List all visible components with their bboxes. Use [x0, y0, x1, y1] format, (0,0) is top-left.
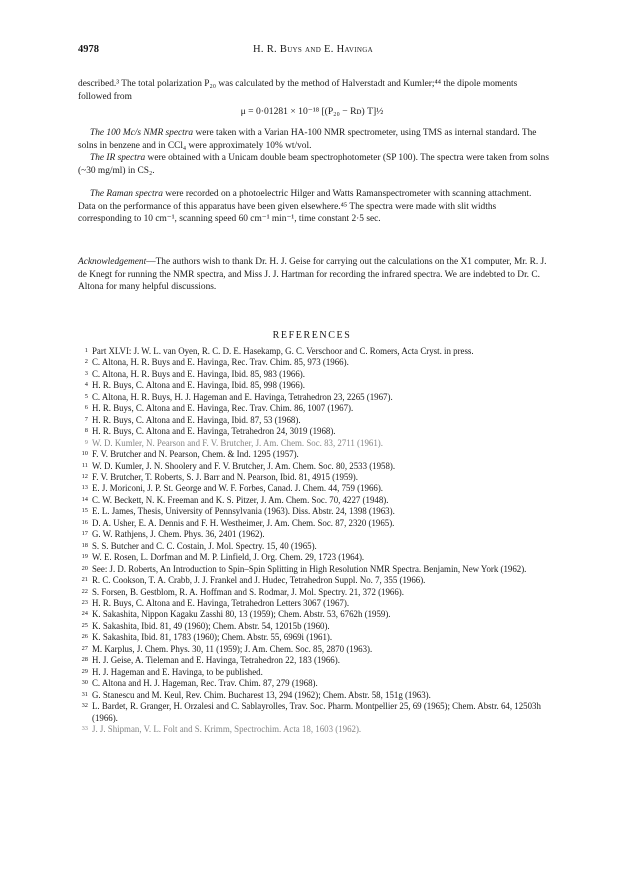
reference-number: 4	[84, 381, 88, 389]
reference-text: J. J. Shipman, V. L. Folt and S. Krimm, Spectrochim. Acta 18, 1603 (1962).	[92, 723, 362, 734]
reference-text: H. R. Buys, C. Altona and E. Havinga, Tetrahedron Letters 3067 (1967).	[92, 597, 350, 608]
reference-number: 18	[81, 541, 88, 549]
reference-number: 22	[81, 587, 88, 595]
reference-text: S. Forsen, B. Gestblom, R. A. Hoffman and S. Rodmar, J. Mol. Spectry. 21, 372 (1966).	[92, 586, 404, 597]
reference-number: 29	[81, 667, 88, 675]
paragraph-ir	[78, 152, 550, 177]
reference-number: 1	[84, 347, 88, 354]
reference-text: C. Altona, H. R. Buys, H. J. Hageman and E. Havinga, Tetrahedron 23, 2265 (1967).	[92, 391, 393, 402]
nmr-heading: The 100 Mc/s NMR spectra	[90, 128, 194, 138]
reference-item	[78, 506, 552, 517]
reference-text: M. Karplus, J. Chem. Phys. 30, 11 (1959); J. Am. Chem. Soc. 85, 2870 (1963).	[92, 643, 373, 654]
reference-item	[78, 678, 552, 689]
reference-number: 27	[81, 644, 88, 652]
reference-text: W. E. Rosen, L. Dorfman and M. P. Linfield, J. Org. Chem. 29, 1723 (1964).	[92, 552, 365, 563]
reference-text: H. R. Buys, C. Altona and E. Havinga, Tetrahedron 24, 3019 (1968).	[92, 426, 336, 437]
acknowledgement	[78, 256, 550, 294]
reference-number: 32	[81, 702, 88, 710]
reference-text: C. W. Beckett, N. K. Freeman and K. S. Pitzer, J. Am. Chem. Soc. 70, 4227 (1948).	[92, 494, 389, 505]
raman-text: were recorded on a photoelectric Hilger and Watts Ramanspectrometer with scanning attachment. Data on the performance of this apparatus have been given elsewhere.⁴⁵ The spectra were made with slit widths corresponding to 10 cm⁻¹, scanning speed 60 cm⁻¹ min⁻¹, time constant 2·5 sec.	[78, 189, 532, 225]
reference-number: 33	[81, 724, 88, 732]
reference-item	[78, 690, 552, 701]
reference-number: 13	[81, 484, 88, 492]
paragraph-text: described.³ The total polarization P₂₀ was calculated by the method of Halverstadt and Kumler;⁴⁴ the dipole moments followed from	[78, 79, 518, 102]
reference-number: 11	[81, 461, 88, 469]
reference-number: 23	[81, 598, 88, 606]
reference-text: C. Altona, H. R. Buys and E. Havinga, Rec. Trav. Chim. 85, 973 (1966).	[92, 357, 349, 368]
reference-item	[78, 609, 552, 620]
reference-text: C. Altona and H. J. Hageman, Rec. Trav. Chim. 87, 279 (1968).	[92, 678, 318, 689]
reference-number: 10	[81, 450, 88, 458]
reference-item	[78, 701, 552, 724]
reference-item	[78, 472, 552, 483]
reference-text: H. J. Geise, A. Tieleman and E. Havinga, Tetrahedron 22, 183 (1966).	[92, 655, 340, 666]
reference-text: D. A. Usher, E. A. Dennis and F. H. Westheimer, J. Am. Chem. Soc. 87, 2320 (1965).	[92, 517, 395, 528]
reference-number: 21	[81, 576, 88, 584]
reference-item	[78, 392, 552, 403]
paragraph-raman	[78, 188, 550, 226]
reference-item	[78, 598, 552, 609]
reference-item	[78, 644, 552, 655]
nmr-text: were taken with a Varian HA-100 NMR spectrometer, using TMS as internal standard. The solns in benzene and in CCl₄ were approximately 10% wt/vol.	[78, 128, 537, 151]
reference-item	[78, 483, 552, 494]
reference-number: 26	[81, 633, 88, 641]
reference-item	[78, 426, 552, 437]
reference-text: H. R. Buys, C. Altona and E. Havinga, Ibid. 87, 53 (1968).	[92, 414, 301, 425]
reference-item	[78, 632, 552, 643]
reference-text: H. R. Buys, C. Altona and E. Havinga, Ibid. 85, 998 (1966).	[92, 380, 305, 391]
reference-item	[78, 621, 552, 632]
reference-item	[78, 518, 552, 529]
reference-number: 8	[84, 427, 88, 435]
ir-text: were obtained with a Unicam double beam spectrophotometer (SP 100). The spectra were taken from solns (~30 mg/ml) in CS₂.	[78, 153, 549, 176]
reference-text: G. Stanescu and M. Keul, Rev. Chim. Bucharest 13, 294 (1962); Chem. Abstr. 58, 151g (1963).	[92, 689, 431, 700]
reference-text: E. J. Moriconi, J. P. St. George and W. F. Forbes, Canad. J. Chem. 44, 759 (1966).	[92, 483, 384, 494]
ir-heading: The IR spectra	[90, 153, 146, 163]
reference-text: W. D. Kumler, N. Pearson and F. V. Brutcher, J. Am. Chem. Soc. 83, 2711 (1961).	[92, 437, 383, 448]
reference-item	[78, 369, 552, 380]
reference-number: 7	[84, 415, 88, 423]
reference-number: 30	[81, 679, 88, 687]
reference-number: 15	[81, 507, 88, 515]
reference-number: 24	[81, 610, 88, 618]
reference-number: 25	[81, 621, 88, 629]
reference-number: 14	[81, 495, 88, 503]
references-heading: REFERENCES	[272, 330, 352, 341]
reference-item	[78, 655, 552, 666]
reference-text: H. R. Buys, C. Altona and E. Havinga, Rec. Trav. Chim. 86, 1007 (1967).	[92, 403, 354, 414]
reference-item	[78, 346, 552, 357]
reference-item	[78, 495, 552, 506]
reference-number: 16	[81, 518, 88, 526]
acknowledgement-text: —The authors wish to thank Dr. H. J. Geise for carrying out the calculations on the X1 computer, Mr. R. J. de Knegt for running the NMR spectra, and Miss J. J. Hartman for recording the infrared spectra. We are indebted to Dr. C. Altona for many helpful discussions.	[78, 257, 547, 293]
reference-text: E. L. James, Thesis, University of Pennsylvania (1963). Diss. Abstr. 24, 1398 (1963).	[92, 506, 395, 517]
reference-item	[78, 403, 552, 414]
reference-number: 6	[84, 404, 88, 412]
reference-item	[78, 587, 552, 598]
reference-item	[78, 449, 552, 460]
reference-text: Part XLVI: J. W. L. van Oyen, R. C. D. E. Hasekamp, G. C. Verschoor and C. Romers, Acta Cryst. in press.	[92, 346, 474, 356]
reference-number: 31	[81, 690, 88, 698]
dipole-equation: μ = 0·01281 × 10⁻¹⁸ [(P₂₀ − Rᴅ) T]½	[240, 106, 384, 117]
reference-item	[78, 667, 552, 678]
paragraph-nmr	[78, 127, 550, 152]
reference-number: 2	[84, 358, 88, 366]
page-number: 4978	[78, 44, 99, 55]
running-header	[78, 44, 548, 58]
reference-item	[78, 575, 552, 586]
reference-number: 19	[81, 553, 88, 561]
reference-item	[78, 415, 552, 426]
reference-item	[78, 438, 552, 449]
reference-number: 28	[81, 656, 88, 664]
reference-text: K. Sakashita, Ibid. 81, 1783 (1960); Chem. Abstr. 55, 6969i (1961).	[92, 632, 333, 643]
reference-text: K. Sakashita, Nippon Kagaku Zasshi 80, 13 (1959); Chem. Abstr. 53, 6762h (1959).	[92, 609, 391, 620]
reference-number: 12	[81, 472, 88, 480]
reference-number: 20	[81, 564, 88, 572]
reference-item	[78, 564, 552, 575]
reference-item	[78, 541, 552, 552]
reference-item	[78, 380, 552, 391]
reference-number: 3	[84, 369, 88, 377]
reference-text: W. D. Kumler, J. N. Shoolery and F. V. Brutcher, J. Am. Chem. Soc. 80, 2533 (1958).	[92, 460, 396, 471]
reference-list	[78, 346, 552, 735]
reference-item	[78, 552, 552, 563]
reference-item	[78, 357, 552, 368]
paragraph-polarization	[78, 78, 550, 103]
reference-text: K. Sakashita, Ibid. 81, 49 (1960); Chem. Abstr. 54, 12015b (1960).	[92, 620, 330, 631]
reference-text: C. Altona, H. R. Buys and E. Havinga, Ibid. 85, 983 (1966).	[92, 368, 305, 379]
reference-number: 5	[84, 392, 88, 400]
reference-text: S. S. Butcher and C. C. Costain, J. Mol. Spectry. 15, 40 (1965).	[92, 540, 317, 551]
reference-text: See: J. D. Roberts, An Introduction to Spin–Spin Splitting in High Resolution NMR Spectra. Benjamin, New York (1962).	[92, 563, 527, 574]
raman-heading: The Raman spectra	[90, 189, 163, 199]
reference-text: R. C. Cookson, T. A. Crabb, J. J. Frankel and J. Hudec, Tetrahedron Suppl. No. 7, 355 (1966).	[92, 575, 426, 586]
reference-item	[78, 461, 552, 472]
acknowledgement-heading: Acknowledgement	[78, 257, 147, 267]
reference-text: G. W. Rathjens, J. Chem. Phys. 36, 2401 (1962).	[92, 529, 265, 540]
reference-text: F. V. Brutcher and N. Pearson, Chem. & Ind. 1295 (1957).	[92, 449, 299, 460]
reference-text: L. Bardet, R. Granger, H. Orzalesi and C. Sablayrolles, Trav. Soc. Pharm. Montpellier 25, 69 (1965); Chem. Abstr. 64, 12503h (1966).	[92, 701, 541, 723]
reference-text: F. V. Brutcher, T. Roberts, S. J. Barr and N. Pearson, Ibid. 81, 4915 (1959).	[92, 471, 358, 482]
reference-item	[78, 724, 552, 735]
running-authors: H. R. Buys and E. Havinga	[253, 44, 373, 55]
reference-item	[78, 529, 552, 540]
reference-number: 17	[81, 530, 88, 538]
reference-text: H. J. Hageman and E. Havinga, to be published.	[92, 666, 263, 677]
reference-number: 9	[84, 438, 88, 446]
